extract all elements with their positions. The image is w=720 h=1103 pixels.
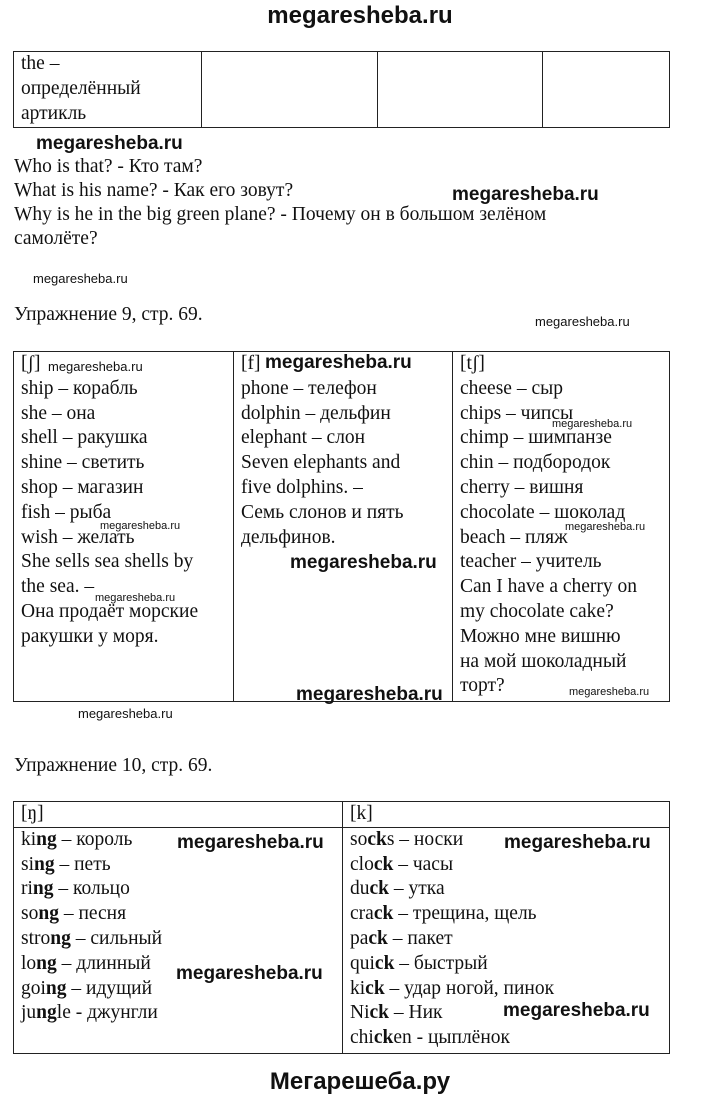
highlighted-letters: ng	[36, 952, 57, 974]
highlighted-letters: ng	[45, 977, 67, 999]
word-line: strong – сильный	[21, 927, 163, 949]
word-line: wish – желать	[21, 526, 135, 548]
word-line: shop – магазин	[21, 476, 144, 498]
word-line: chips – чипсы	[460, 402, 574, 424]
word-line: chocolate – шоколад	[460, 501, 626, 523]
word-line: she – она	[21, 402, 96, 424]
word-line: на мой шоколадный	[460, 650, 627, 672]
watermark: megaresheba.ru	[290, 552, 437, 573]
highlighted-letters: ng	[34, 853, 55, 875]
word-line: торт?	[460, 675, 505, 697]
word-line: cherry – вишня	[460, 476, 584, 498]
watermark: megaresheba.ru	[177, 832, 324, 853]
word-line: elephant – слон	[241, 427, 366, 449]
word-line: phone – телефон	[241, 377, 377, 399]
word-line: Can I have a cherry on	[460, 576, 638, 598]
word-line: sing – петь	[21, 853, 111, 875]
word-line: jungle - джунгли	[21, 1002, 158, 1024]
word-line: дельфинов.	[241, 526, 336, 548]
highlighted-letters: ck	[367, 828, 387, 850]
highlighted-letters: ng	[36, 1002, 57, 1024]
top-table	[13, 51, 670, 128]
top-table-cell-2	[202, 52, 378, 128]
watermark: megaresheba.ru	[503, 1000, 650, 1021]
word-line: clock – часы	[350, 853, 454, 875]
highlighted-letters: ng	[36, 828, 57, 850]
watermark: megaresheba.ru	[569, 686, 650, 698]
word-line: kick – удар ногой, пинок	[350, 977, 555, 999]
col-header: [ʃ]	[21, 353, 41, 374]
dialog-line: Why is he in the big green plane? - Почему он в большом зелёном	[14, 204, 547, 225]
word-line: Семь слонов и пять	[241, 501, 404, 523]
top-cell-line: артикль	[21, 102, 87, 124]
watermark: megaresheba.ru	[176, 963, 323, 984]
dialog-line: What is his name? - Как его зовут?	[14, 180, 294, 201]
word-line: Seven elephants and	[241, 452, 401, 474]
word-line: socks – носки	[350, 828, 464, 850]
exercise10-heading: Упражнение 10, стр. 69.	[14, 755, 213, 776]
highlighted-letters: ck	[374, 952, 395, 974]
exercise10-col-ng	[14, 827, 343, 1053]
dialog-line: самолёте?	[14, 228, 98, 249]
word-line: five dolphins. –	[241, 476, 363, 498]
word-line: chimp – шимпанзе	[460, 427, 612, 449]
top-table-cell-4	[543, 52, 670, 128]
watermark: megaresheba.ru	[552, 418, 633, 430]
word-line: beach – пляж	[460, 526, 568, 548]
word-line: duck – утка	[350, 878, 445, 900]
highlighted-letters: ck	[368, 927, 388, 949]
word-line: king – король	[21, 828, 133, 850]
word-line: fish – рыба	[21, 501, 112, 523]
top-table-cell-3	[378, 52, 543, 128]
col-header: [k]	[350, 803, 373, 824]
exercise9-col-f	[234, 352, 453, 702]
highlighted-letters: ck	[373, 853, 394, 875]
word-line: pack – пакет	[350, 927, 453, 949]
watermark: megaresheba.ru	[535, 314, 630, 329]
dialog-line: Who is that? - Кто там?	[14, 156, 203, 177]
word-line: song – песня	[21, 903, 127, 925]
word-line: going – идущий	[21, 977, 153, 999]
word-line: dolphin – дельфин	[241, 402, 391, 424]
word-line: teacher – учитель	[460, 551, 602, 573]
word-line: shell – ракушка	[21, 427, 148, 449]
word-line: crack – трещина, щель	[350, 903, 537, 925]
watermark: megaresheba.ru	[78, 706, 173, 721]
highlighted-letters: ck	[373, 1027, 394, 1049]
watermark: megaresheba.ru	[452, 184, 599, 205]
col-header: [f]	[241, 353, 261, 374]
word-line: chin – подбородок	[460, 452, 611, 474]
word-line: ship – корабль	[21, 377, 138, 399]
word-line: shine – светить	[21, 452, 145, 474]
site-title: megaresheba.ru	[267, 2, 453, 29]
top-cell-line: определённый	[21, 77, 141, 99]
watermark: megaresheba.ru	[504, 832, 651, 853]
word-line: long – длинный	[21, 952, 151, 974]
top-cell-line: the –	[21, 53, 60, 74]
watermark: megaresheba.ru	[565, 521, 646, 533]
watermark: megaresheba.ru	[265, 352, 412, 373]
highlighted-letters: ng	[38, 903, 59, 925]
word-line: Nick – Ник	[350, 1002, 443, 1024]
word-line: the sea. –	[21, 576, 95, 598]
watermark: megaresheba.ru	[33, 271, 128, 286]
word-line: She sells sea shells by	[21, 551, 194, 573]
exercise10-col-ng-header	[14, 802, 343, 828]
highlighted-letters: ck	[369, 1002, 389, 1024]
highlighted-letters: ck	[373, 903, 394, 925]
watermark: megaresheba.ru	[296, 684, 443, 705]
highlighted-letters: ck	[369, 878, 389, 900]
word-line: chicken - цыплёнок	[350, 1027, 510, 1049]
site-footer-title: Мегарешеба.ру	[269, 1068, 451, 1095]
highlighted-letters: ng	[50, 927, 71, 949]
word-line: cheese – сыр	[460, 377, 563, 399]
word-line: Она продаёт морские	[21, 600, 199, 622]
top-table-cell-1	[14, 52, 202, 128]
watermark: megaresheba.ru	[48, 359, 143, 374]
word-line: ring – кольцо	[21, 878, 130, 900]
watermark: megaresheba.ru	[100, 520, 181, 532]
col-header: [tʃ]	[460, 353, 485, 374]
exercise10-col-k-header	[343, 802, 670, 828]
word-line: Можно мне вишню	[460, 625, 621, 647]
word-line: ракушки у моря.	[21, 625, 159, 647]
word-line: quick – быстрый	[350, 952, 488, 974]
word-line: my chocolate cake?	[460, 600, 614, 622]
col-header: [ŋ]	[21, 803, 44, 824]
watermark: megaresheba.ru	[36, 133, 183, 154]
highlighted-letters: ng	[32, 878, 54, 900]
highlighted-letters: ck	[365, 977, 385, 999]
watermark: megaresheba.ru	[95, 592, 176, 604]
exercise9-heading: Упражнение 9, стр. 69.	[14, 304, 203, 325]
